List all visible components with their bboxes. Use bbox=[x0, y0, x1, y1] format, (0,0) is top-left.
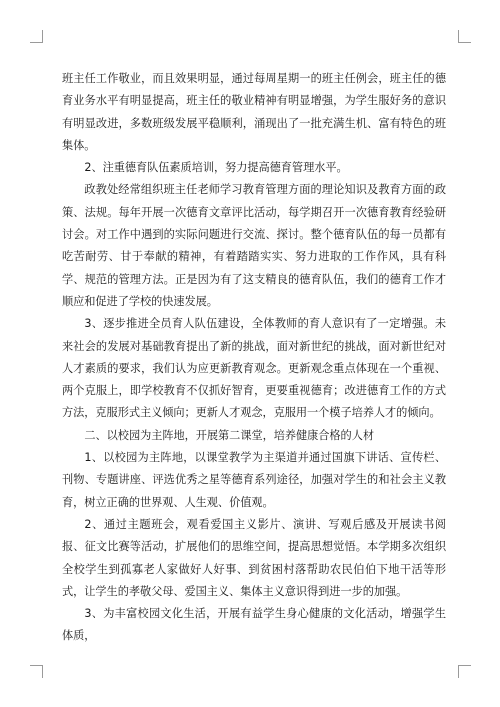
document-body bbox=[62, 68, 446, 648]
paragraph-4: 3、逐步推进全员育人队伍建设，全体教师的育人意识有了一定增强。未来社会的发展对基础教育提出了新的挑战，面对新世纪的挑战，面对新世纪对人才素质的要求，我们认为应更新教育观念。更新观念重点体现在一个重视、两个克服上，即学校教育不仅抓好智育，更要重视德育；改进德育工作的方式方法，克服形式主义倾向；更新人才观念，克服用一个模子培养人才的倾向。 bbox=[62, 317, 446, 420]
paragraph-8: 3、为丰富校园文化生活，开展有益学生身心健康的文化活动，增强学生体质， bbox=[62, 607, 446, 643]
paragraph-1: 班主任工作敬业，而且效果明显，通过每周星期一的班主任例会，班主任的德育业务水平有明显提高，班主任的敬业精神有明显增强，为学生服好务的意识有明显改进，多数班级发展平稳顺利，涌现出了一批充满生机、富有特色的班集体。 bbox=[62, 72, 446, 152]
paragraph-7: 2、通过主题班会，观看爱国主义影片、演讲、写观后感及开展读书阅报、征文比赛等活动，扩展他们的思维空间，提高思想觉悟。本学期多次组织全校学生到孤寡老人家做好人好事、到贫困村落帮助农民伯伯下地干活等形式，让学生的孝敬父母、爱国主义、集体主义意识得到进一步的加强。 bbox=[62, 517, 446, 598]
page-corner-mark-bottom-left bbox=[30, 665, 43, 678]
paragraph-2-heading: 2、注重德育队伍素质培训，努力提高德育管理水平。 bbox=[84, 161, 348, 175]
page-corner-mark-top-left bbox=[30, 30, 43, 43]
page-corner-mark-top-right bbox=[458, 30, 471, 43]
page-corner-mark-bottom-right bbox=[458, 665, 471, 678]
paragraph-3: 政教处经常组织班主任老师学习教育管理方面的理论知识及教育方面的政策、法规。每年开展一次德育文章评比活动，每学期召开一次德育教育经验研讨会。对工作中遇到的实际问题进行交流、探讨。整个德育队伍的每一员都有吃苦耐劳、甘于奉献的精神，有着踏踏实实、努力进取的工作作风，具有科学、规范的管理方法。正是因为有了这支精良的德育队伍，我们的德育工作才顺应和促进了学校的快速发展。 bbox=[62, 183, 446, 308]
paragraph-6: 1、以校园为主阵地，以课堂教学为主渠道并通过国旗下讲话、宣传栏、刊物、专题讲座、评选优秀之星等德育系列途径，加强对学生的和社会主义教育，树立正确的世界观、人生观、价值观。 bbox=[62, 451, 446, 509]
section-heading-2: 二、以校园为主阵地，开展第二课堂，培养健康合格的人材 bbox=[84, 428, 374, 442]
